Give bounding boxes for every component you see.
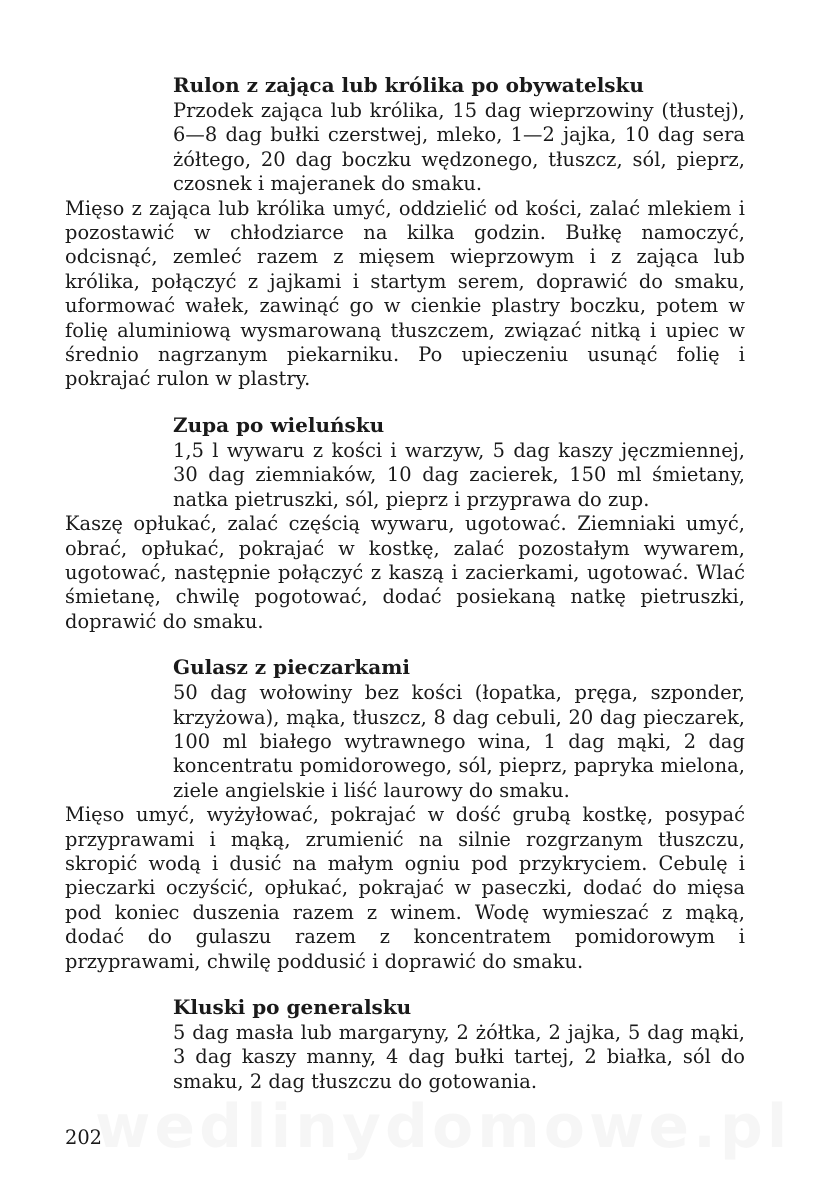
recipe-kluski bbox=[65, 994, 745, 1094]
recipe-title: Rulon z zająca lub królika po obywatelsku bbox=[173, 73, 644, 97]
recipe-title: Zupa po wieluńsku bbox=[173, 412, 385, 437]
watermark bbox=[95, 1092, 715, 1162]
recipe-title: Kluski po generalsku bbox=[173, 995, 412, 1019]
recipe-ingredients: 5 dag masła lub margaryny, 2 żółtka, 2 jajka, 5 dag mąki, 3 dag kaszy manny, 4 dag bułki tartej, 2 białka, sól do smaku, 2 dag tłuszczu do gotowania. bbox=[173, 1021, 745, 1093]
page-number: 202 bbox=[65, 1126, 103, 1149]
recipe-ingredients: Przodek zająca lub królika, 15 dag wieprzowiny (tłustej), 6—8 dag bułki czerstwej, mleko, 1—2 jajka, 10 dag sera żółtego, 20 dag boczku wędzonego, tłuszcz, sól, pieprz, czosnek i majeranek do smaku. bbox=[173, 99, 745, 196]
recipe-rulon bbox=[65, 72, 745, 392]
recipe-gulasz bbox=[65, 654, 745, 974]
recipe-title: Gulasz z pieczarkami bbox=[173, 655, 410, 680]
recipe-ingredients: 50 dag wołowiny bez kości (łopatka, pręga, szponder, krzyżowa), mąka, tłuszcz, 8 dag cebuli, 20 dag pieczarek, 100 ml białego wytrawnego wina, 1 dag mąki, 2 dag koncentratu pomidorowego, sól, pieprz, papryka mielona, ziele angielskie i liść laurowy do smaku. bbox=[173, 681, 745, 802]
recipe-zupa bbox=[65, 412, 745, 634]
recipe-page bbox=[65, 72, 745, 1114]
recipe-instructions: Mięso z zająca lub królika umyć, oddzielić od kości, zalać mlekiem i pozostawić w chłodziarce na kilka godzin. Bułkę namoczyć, odcisnąć, zemleć razem z mięsem wieprzowym i z zająca lub królika, połączyć z jajkami i startym serem, doprawić do smaku, uformować wałek, zawinąć go w cienkie plastry boczku, potem w folię aluminiową wysmarowaną tłuszczem, związać nitką i upiec w średnio nagrzanym piekarniku. Po upieczeniu usunąć folię i pokrajać rulon w plastry. bbox=[65, 196, 745, 391]
recipe-ingredients: 1,5 l wywaru z kości i warzyw, 5 dag kaszy jęczmiennej, 30 dag ziemniaków, 10 dag zacierek, 150 ml śmietany, natka pietruszki, sól, pieprz i przyprawa do zup. bbox=[173, 438, 745, 511]
recipe-instructions: Mięso umyć, wyżyłować, pokrajać w dość grubą kostkę, posypać przyprawami i mąką, zrumienić na silnie rozgrzanym tłuszczu, skropić wodą i dusić na małym ogniu pod przykryciem. Cebulę i pieczarki oczyścić, opłukać, pokrajać w paseczki, dodać do mięsa pod koniec duszenia razem z winem. Wodę wymieszać z mąką, dodać do gulaszu razem z koncentratem pomidorowym i przyprawami, chwilę poddusić i doprawić do smaku. bbox=[65, 803, 745, 973]
recipe-instructions: Kaszę opłukać, zalać częścią wywaru, ugotować. Ziemniaki umyć, obrać, opłukać, pokrajać w kostkę, zalać pozostałym wywarem, ugotować, następnie połączyć z kaszą i zacierkami, ugotować. Wlać śmietanę, chwilę pogotować, dodać posiekaną natkę pietruszki, doprawić do smaku. bbox=[65, 512, 745, 633]
